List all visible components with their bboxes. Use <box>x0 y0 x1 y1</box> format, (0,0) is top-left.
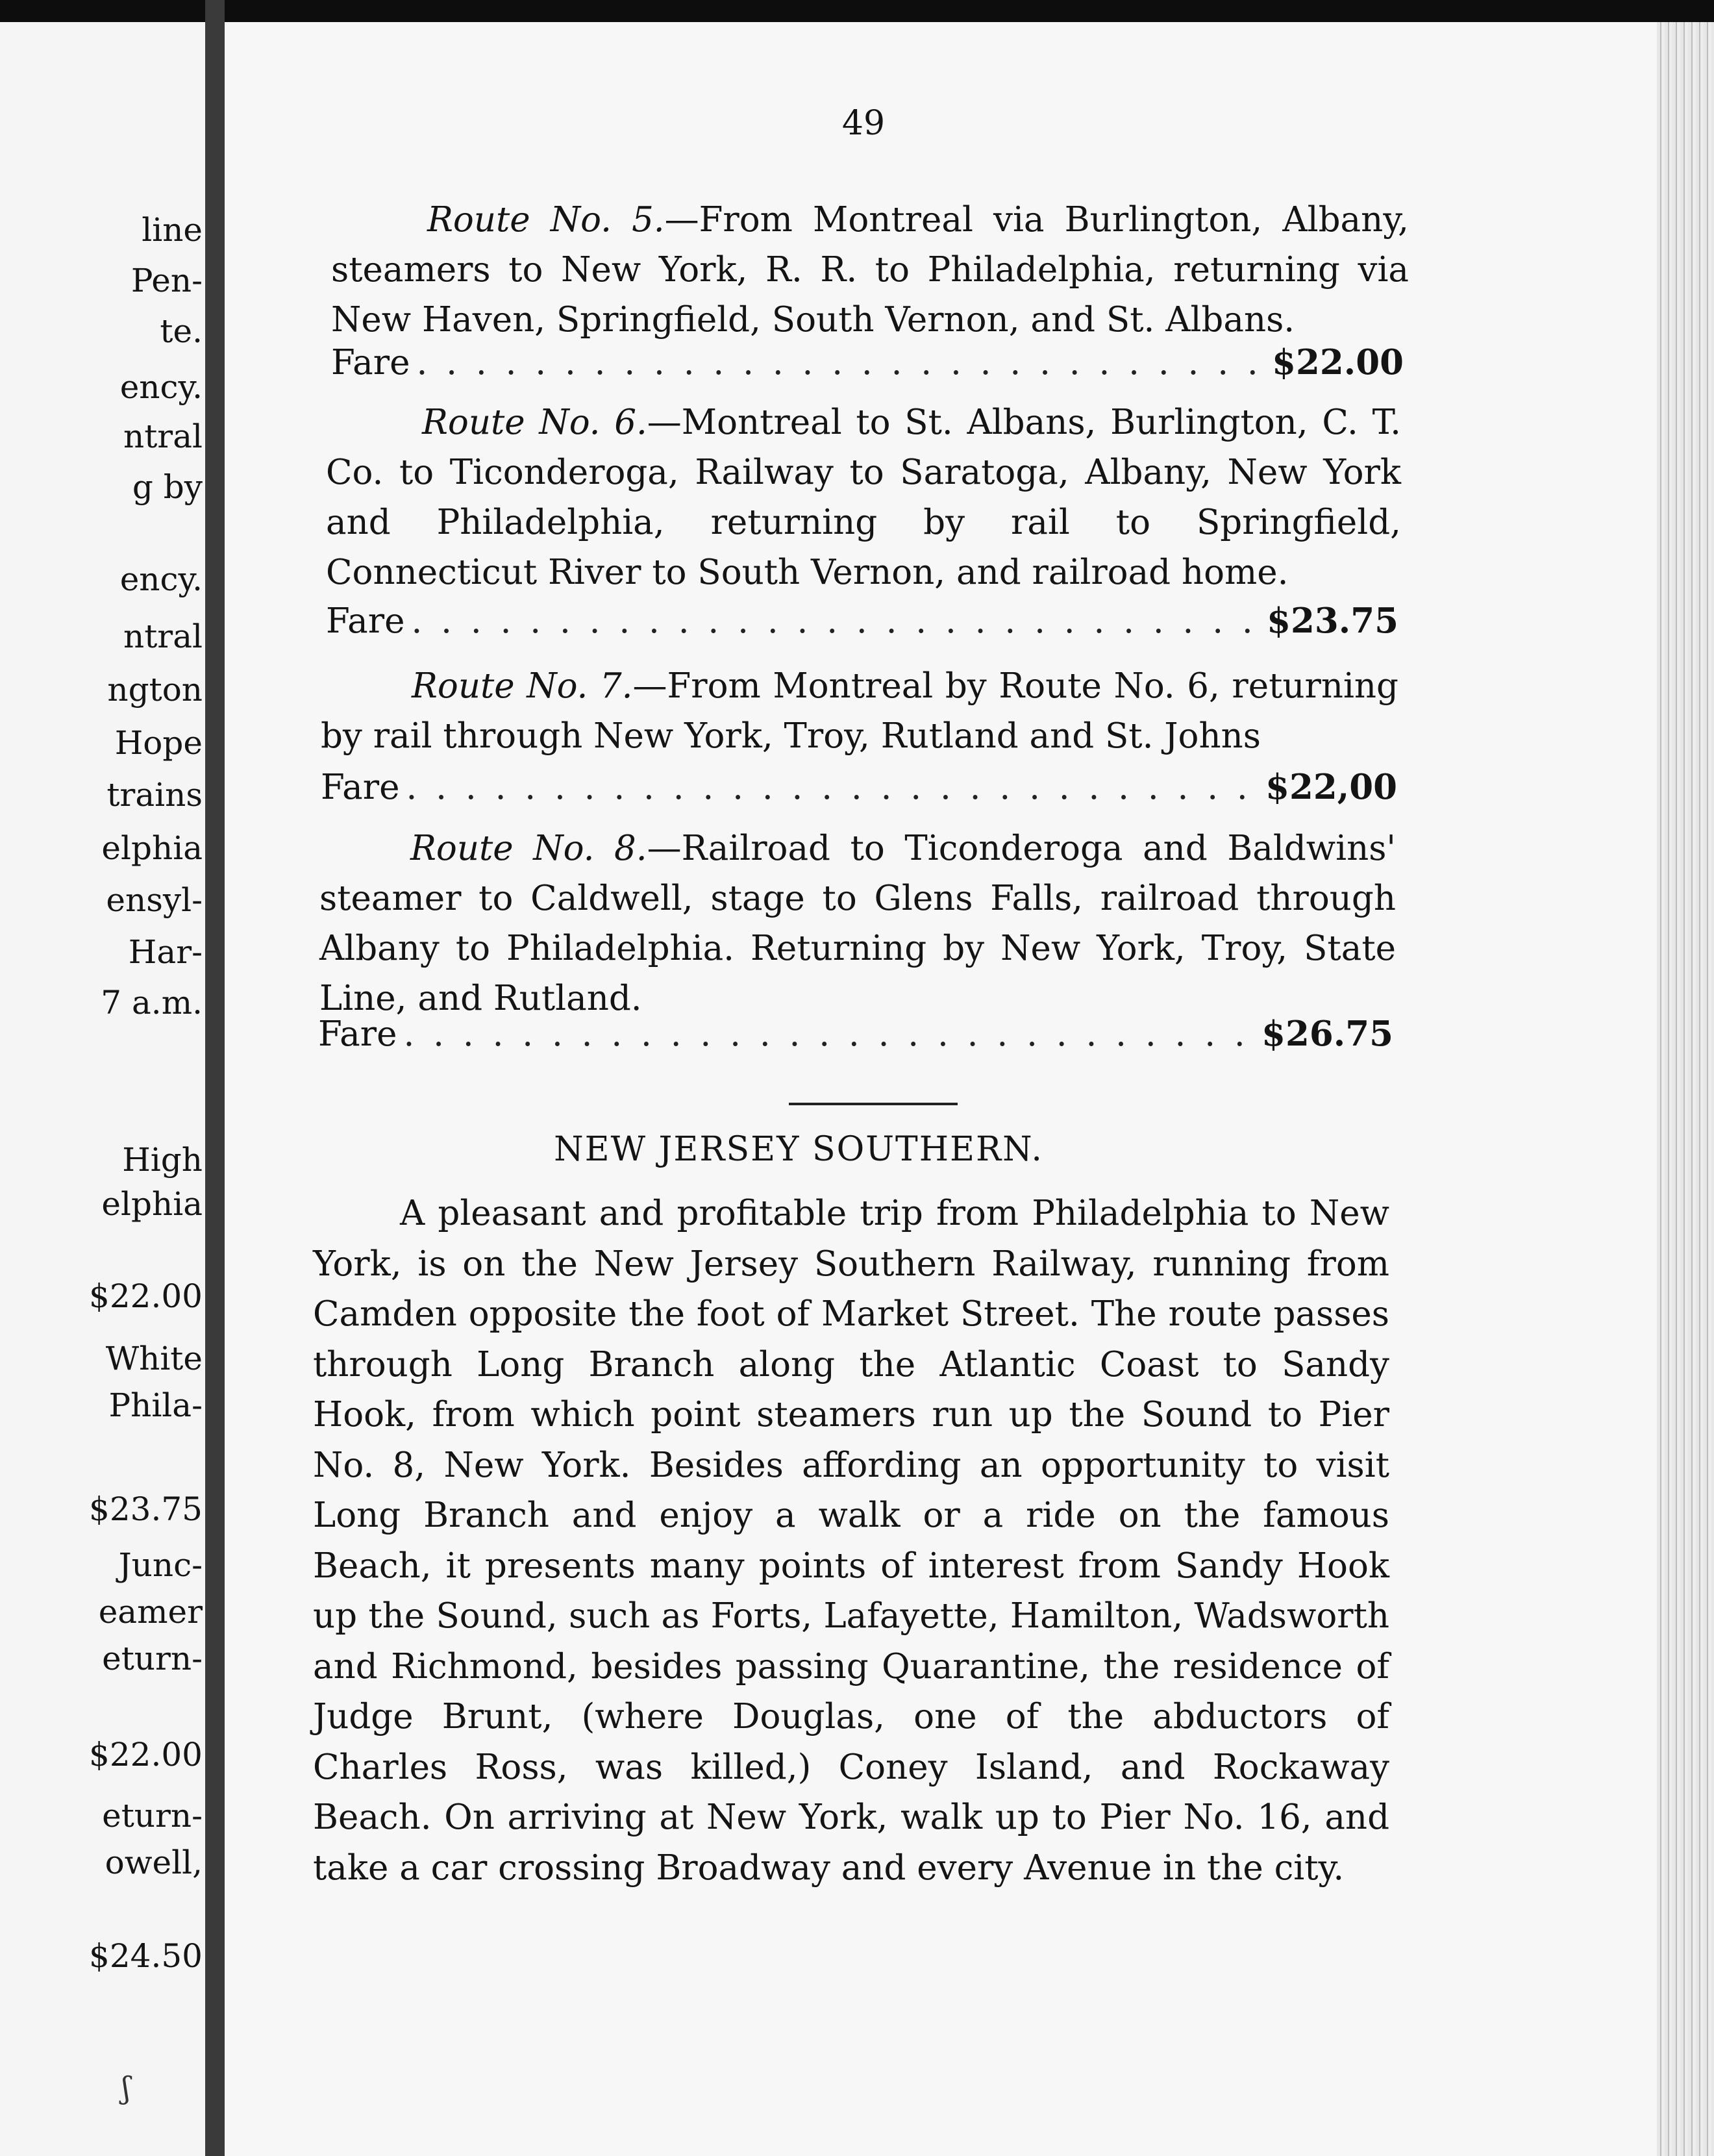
left-fragment: $22.00 <box>89 1736 203 1774</box>
route-8-text: —Railroad to Ticonderoga and Baldwins' steamer to Caldwell, stage to Glens Falls, railroad through Albany to Philadelphia. Returning by New York, Troy, State Line, and Rutland. <box>319 829 1396 1018</box>
scan-top-border <box>0 0 1714 22</box>
fare-label: Fare <box>318 1014 397 1054</box>
route-7-text: —From Montreal by Route No. 6, returning by rail through New York, Troy, Rutland and St. Johns <box>321 666 1398 756</box>
left-fragment: High <box>122 1141 203 1179</box>
left-fragment: 7 a.m. <box>101 984 203 1022</box>
left-fragment: ensyl- <box>106 881 203 919</box>
route-6-fare <box>326 600 1398 642</box>
book-gutter <box>205 0 225 2156</box>
route-6-paragraph <box>326 397 1401 597</box>
route-8-fare <box>318 1013 1393 1055</box>
leader-dots <box>416 342 1265 384</box>
fare-amount: $22.00 <box>1272 342 1404 382</box>
left-fragment: ntral <box>123 418 203 455</box>
fare-label: Fare <box>321 768 400 807</box>
left-fragment: Phila- <box>108 1386 203 1424</box>
route-5-fare <box>331 342 1404 384</box>
left-fragment: owell, <box>105 1844 203 1881</box>
left-fragment: $23.75 <box>89 1490 203 1528</box>
left-page-margin <box>0 22 206 2156</box>
left-fragment: ency. <box>119 560 203 598</box>
section-body: A pleasant and profitable trip from Philadelphia to New York, is on the New Jersey Southern Railway, running from Camden opposite the foot of Market Street. The route passes through Long Branch along the Atlantic Coast to Sandy Hook, from which point steamers run up the Sound to Pier No. 8, New York. Besides affording an opportunity to visit Long Branch and enjoy a walk or a ride on the famous Beach, it presents many points of interest from Sandy Hook up the Sound, such as Forts, Lafayette, Hamilton, Wadsworth and Richmond, besides passing Quarantine, the residence of Judge Brunt, (where Douglas, one of the abductors of Charles Ross, was killed,) Coney Island, and Rockaway Beach. On arriving at New York, walk up to Pier No. 16, and take a car crossing Broadway and every Avenue in the city. <box>313 1194 1389 1888</box>
leader-dots <box>411 601 1260 642</box>
route-8-label: Route No. 8. <box>410 829 647 868</box>
left-fragment: Pen- <box>130 262 203 299</box>
left-fragment: eturn- <box>102 1797 203 1835</box>
route-8-paragraph <box>319 823 1396 1023</box>
route-7-label: Route No. 7. <box>412 666 633 706</box>
fare-amount: $23.75 <box>1267 601 1398 641</box>
left-fragment: ency. <box>119 368 203 406</box>
left-fragment: eamer <box>98 1593 203 1631</box>
ink-mark: ʃ <box>122 2070 130 2105</box>
route-6-label: Route No. 6. <box>422 403 647 442</box>
left-fragment: g by <box>132 468 203 506</box>
fare-amount: $22,00 <box>1265 767 1397 807</box>
left-fragment: ngton <box>107 671 203 708</box>
left-fragment: te. <box>160 312 203 350</box>
page-number: 49 <box>841 104 886 143</box>
fare-label: Fare <box>331 343 410 382</box>
left-fragment: $24.50 <box>89 1937 203 1975</box>
left-fragment: trains <box>106 776 203 814</box>
route-5-paragraph <box>331 195 1409 345</box>
page-edge-stack <box>1657 22 1714 2156</box>
route-5-text: —From Montreal via Burlington, Albany, steamers to New York, R. R. to Philadelphia, returning via New Haven, Springfield, South Vernon, and St. Albans. <box>331 200 1409 340</box>
left-fragment: elphia <box>101 829 203 867</box>
left-fragment: Har- <box>128 933 203 971</box>
left-fragment: eturn- <box>102 1640 203 1677</box>
left-fragment: Junc- <box>118 1546 203 1584</box>
left-fragment: White <box>105 1340 203 1377</box>
left-fragment: Hope <box>114 724 203 762</box>
left-fragment: elphia <box>101 1185 203 1223</box>
route-7-fare <box>321 766 1397 808</box>
route-5-label: Route No. 5. <box>427 200 665 240</box>
leader-dots <box>403 1014 1255 1055</box>
route-7-paragraph <box>321 661 1398 761</box>
section-heading: NEW JERSEY SOUTHERN. <box>554 1130 1043 1169</box>
fare-label: Fare <box>326 601 405 641</box>
fare-amount: $26.75 <box>1261 1014 1393 1054</box>
leader-dots <box>406 767 1259 808</box>
left-fragment: $22.00 <box>89 1277 203 1315</box>
section-divider <box>789 1103 958 1105</box>
route-6-text: —Montreal to St. Albans, Burlington, C. T. Co. to Ticonderoga, Railway to Saratoga, Albany, New York and Philadelphia, returning by rail to Springfield, Connecticut River to South Vernon, and railroad home. <box>326 403 1401 592</box>
left-fragment: ntral <box>123 618 203 655</box>
left-fragment: line <box>142 211 203 249</box>
